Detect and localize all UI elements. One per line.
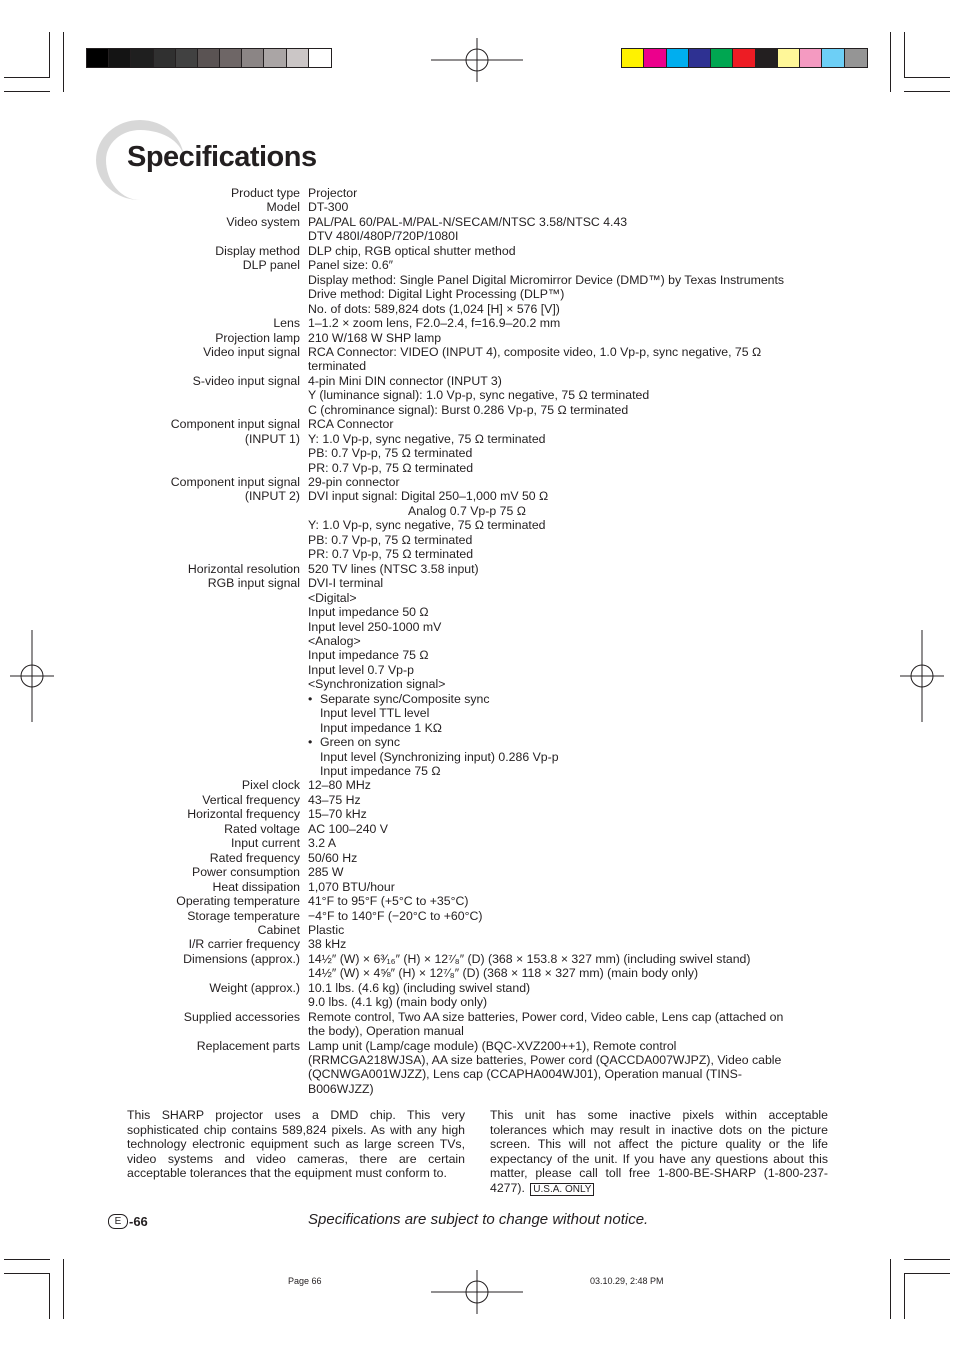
spec-value bbox=[308, 735, 400, 750]
spec-label: Power consumption bbox=[192, 865, 300, 880]
color-swatch bbox=[309, 49, 331, 67]
color-swatch bbox=[198, 49, 220, 67]
spec-value: 1,070 BTU/hour bbox=[308, 879, 395, 894]
spec-row bbox=[0, 995, 954, 1010]
spec-value: Input impedance 75 Ω bbox=[320, 764, 441, 778]
spec-value: Input impedance 75 Ω bbox=[308, 648, 429, 663]
spec-row bbox=[0, 778, 954, 793]
spec-row bbox=[0, 258, 954, 273]
spec-value: RCA Connector bbox=[308, 417, 394, 432]
spec-label: Video system bbox=[226, 214, 300, 229]
spec-value: 15–70 kHz bbox=[308, 807, 367, 822]
spec-value: 43–75 Hz bbox=[308, 792, 361, 807]
spec-value bbox=[308, 692, 490, 707]
spec-row bbox=[0, 836, 954, 851]
spec-value: 29-pin connector bbox=[308, 475, 400, 489]
spec-row bbox=[0, 403, 954, 418]
crop-mark bbox=[890, 32, 891, 92]
spec-label: RGB input signal bbox=[207, 576, 300, 591]
spec-label: Weight (approx.) bbox=[209, 980, 300, 995]
page-title: Specifications bbox=[127, 141, 317, 173]
footer-page: Page 66 bbox=[288, 1276, 322, 1286]
spec-value: 520 TV lines (NTSC 3.58 input) bbox=[308, 561, 479, 576]
spec-row bbox=[0, 807, 954, 822]
spec-label: DLP panel bbox=[242, 258, 300, 273]
spec-value: 210 W/168 W SHP lamp bbox=[308, 330, 442, 345]
spec-label: Input current bbox=[230, 836, 300, 851]
spec-row bbox=[0, 620, 954, 635]
spec-label: Dimensions (approx.) bbox=[183, 951, 300, 966]
crop-mark bbox=[63, 1259, 64, 1319]
inactive-pixels-note-text: This unit has some inactive pixels within acceptable tolerances which may result in inactive dots on the picture screen. This will not affect the picture quality or the life expectancy of the unit. If you have any questions about this matter, please call toll free 1-800-BE-SHARP (1-800-237-4277). bbox=[490, 1108, 828, 1195]
spec-row bbox=[0, 374, 954, 389]
crop-mark bbox=[4, 77, 50, 78]
spec-row bbox=[0, 721, 954, 736]
page-number bbox=[108, 1214, 148, 1229]
spec-row bbox=[0, 576, 954, 591]
spec-label: Rated voltage bbox=[224, 821, 300, 836]
spec-label: S-video input signal bbox=[192, 373, 300, 388]
crop-mark bbox=[904, 32, 905, 78]
bullet-icon: • bbox=[308, 691, 313, 706]
spec-label: Lens bbox=[273, 316, 300, 331]
spec-value: Plastic bbox=[308, 922, 345, 937]
spec-value: the body), Operation manual bbox=[308, 1024, 464, 1039]
spec-value: 4-pin Mini DIN connector (INPUT 3) bbox=[308, 373, 502, 388]
color-swatch bbox=[154, 49, 176, 67]
spec-value: Display method: Single Panel Digital Micromirror Device (DMD™) by Texas Instruments bbox=[308, 272, 785, 287]
spec-value: Remote control, Two AA size batteries, Power cord, Video cable, Lens cap (attached on bbox=[308, 1009, 784, 1024]
spec-row bbox=[0, 518, 954, 533]
usa-only-badge: U.S.A. ONLY bbox=[530, 1183, 594, 1196]
color-swatch bbox=[242, 49, 264, 67]
spec-value: 285 W bbox=[308, 865, 344, 880]
spec-value: B006WJZZ) bbox=[308, 1081, 374, 1096]
spec-row bbox=[0, 244, 954, 259]
spec-value: Input level 250-1000 mV bbox=[308, 619, 442, 634]
spec-value: PAL/PAL 60/PAL-M/PAL-N/SECAM/NTSC 3.58/NTSC 4.43 bbox=[308, 214, 628, 229]
spec-value: Input level TTL level bbox=[320, 706, 430, 721]
spec-row bbox=[0, 417, 954, 432]
registration-mark-icon bbox=[431, 1270, 523, 1314]
spec-row bbox=[0, 1082, 954, 1097]
spec-value: PB: 0.7 Vp-p, 75 Ω terminated bbox=[308, 532, 473, 547]
crop-mark bbox=[4, 1273, 50, 1274]
spec-row bbox=[0, 735, 954, 750]
spec-value: Y: 1.0 Vp-p, sync negative, 75 Ω terminated bbox=[308, 431, 546, 446]
spec-label: Projection lamp bbox=[215, 330, 300, 345]
spec-value: 14½″ (W) × 6³⁄₁₆″ (H) × 12⁷⁄₈″ (D) (368 × 153.8 × 327 mm) (including swivel stand) bbox=[308, 951, 751, 966]
spec-row bbox=[0, 648, 954, 663]
spec-label: Product type bbox=[230, 186, 300, 200]
spec-row bbox=[0, 923, 954, 938]
spec-value: PR: 0.7 Vp-p, 75 Ω terminated bbox=[308, 460, 474, 475]
spec-value: 50/60 Hz bbox=[308, 850, 358, 865]
spec-row bbox=[0, 966, 954, 981]
spec-row bbox=[0, 229, 954, 244]
spec-value: C (chrominance signal): Burst 0.286 Vp-p, 75 Ω terminated bbox=[308, 402, 629, 417]
color-swatch bbox=[800, 49, 822, 67]
language-badge: E bbox=[108, 1214, 128, 1229]
spec-value: <Digital> bbox=[308, 590, 357, 605]
spec-value: Analog 0.7 Vp-p 75 Ω bbox=[408, 503, 526, 518]
crop-mark bbox=[904, 91, 950, 92]
spec-value: DT-300 bbox=[308, 200, 349, 215]
color-swatch bbox=[689, 49, 711, 67]
color-calibration-strip bbox=[621, 48, 868, 68]
spec-row bbox=[0, 489, 954, 504]
spec-label: Component input signal bbox=[170, 475, 300, 489]
color-swatch bbox=[756, 49, 778, 67]
crop-mark bbox=[63, 32, 64, 92]
spec-row bbox=[0, 533, 954, 548]
spec-row bbox=[0, 909, 954, 924]
registration-mark-icon bbox=[431, 38, 523, 82]
spec-value: DLP chip, RGB optical shutter method bbox=[308, 243, 516, 258]
color-swatch bbox=[264, 49, 286, 67]
spec-label: Display method bbox=[215, 243, 300, 258]
spec-value-text: Green on sync bbox=[320, 735, 400, 750]
spec-value: Y (luminance signal): 1.0 Vp-p, sync negative, 75 Ω terminated bbox=[308, 388, 650, 403]
spec-row bbox=[0, 461, 954, 476]
crop-mark bbox=[904, 1273, 905, 1319]
spec-label: Component input signal bbox=[170, 417, 300, 432]
color-swatch bbox=[131, 49, 153, 67]
color-swatch bbox=[287, 49, 309, 67]
spec-value: terminated bbox=[308, 359, 367, 374]
spec-row bbox=[0, 547, 954, 562]
spec-row bbox=[0, 215, 954, 230]
spec-value: 12–80 MHz bbox=[308, 778, 371, 793]
spec-row bbox=[0, 880, 954, 895]
spec-label: Rated frequency bbox=[209, 850, 300, 865]
spec-value: AC 100–240 V bbox=[308, 821, 388, 836]
crop-mark bbox=[49, 1273, 50, 1319]
spec-row bbox=[0, 663, 954, 678]
spec-label: Pixel clock bbox=[241, 778, 300, 793]
spec-value: 9.0 lbs. (4.1 kg) (main body only) bbox=[308, 995, 488, 1010]
spec-value: Drive method: Digital Light Processing (DLP™) bbox=[308, 287, 565, 302]
color-swatch bbox=[711, 49, 733, 67]
spec-row bbox=[0, 591, 954, 606]
spec-row bbox=[0, 200, 954, 215]
spec-label: (INPUT 1) bbox=[244, 431, 300, 446]
spec-label: Video input signal bbox=[203, 344, 300, 359]
crop-mark bbox=[904, 1259, 950, 1260]
spec-value: PB: 0.7 Vp-p, 75 Ω terminated bbox=[308, 446, 473, 461]
spec-row bbox=[0, 432, 954, 447]
spec-value: Panel size: 0.6″ bbox=[308, 258, 394, 273]
spec-label: Horizontal frequency bbox=[187, 807, 300, 822]
spec-row bbox=[0, 706, 954, 721]
spec-row bbox=[0, 345, 954, 360]
footer-timestamp: 03.10.29, 2:48 PM bbox=[590, 1276, 664, 1286]
spec-label: (INPUT 2) bbox=[244, 489, 300, 504]
spec-label: Heat dissipation bbox=[212, 879, 300, 894]
spec-row bbox=[0, 1067, 954, 1082]
spec-row bbox=[0, 981, 954, 996]
spec-row bbox=[0, 1024, 954, 1039]
spec-row bbox=[0, 692, 954, 707]
spec-label: Model bbox=[266, 200, 300, 215]
spec-row bbox=[0, 851, 954, 866]
spec-row bbox=[0, 894, 954, 909]
spec-value: DVI input signal: Digital 250–1,000 mV 50 Ω bbox=[308, 489, 549, 504]
spec-value: Projector bbox=[308, 186, 358, 200]
spec-row bbox=[0, 562, 954, 577]
spec-value: Input level 0.7 Vp-p bbox=[308, 662, 414, 677]
spec-value: 10.1 lbs. (4.6 kg) (including swivel stand) bbox=[308, 980, 531, 995]
crop-mark bbox=[4, 1259, 50, 1260]
spec-label: Horizontal resolution bbox=[187, 561, 300, 576]
spec-label: Replacement parts bbox=[196, 1038, 300, 1053]
color-swatch bbox=[109, 49, 131, 67]
spec-row bbox=[0, 287, 954, 302]
color-swatch bbox=[733, 49, 755, 67]
spec-label: Storage temperature bbox=[187, 908, 300, 923]
spec-row bbox=[0, 937, 954, 952]
spec-label: Operating temperature bbox=[176, 894, 300, 909]
dmd-chip-note-text: This SHARP projector uses a DMD chip. This very sophisticated chip contains 589,824 pixels. As with any high technology electronic equipment such as large screen TVs, video systems and video cameras, there are certain acceptable tolerances that the equipment must conform to. bbox=[127, 1108, 465, 1180]
spec-row bbox=[0, 605, 954, 620]
spec-value: <Analog> bbox=[308, 633, 361, 648]
color-swatch bbox=[667, 49, 689, 67]
spec-row bbox=[0, 388, 954, 403]
spec-value: Y: 1.0 Vp-p, sync negative, 75 Ω terminated bbox=[308, 518, 546, 533]
color-swatch bbox=[176, 49, 198, 67]
spec-row bbox=[0, 186, 954, 201]
disclaimer: Specifications are subject to change without notice. bbox=[308, 1211, 649, 1228]
color-swatch bbox=[644, 49, 666, 67]
spec-row bbox=[0, 764, 954, 779]
spec-value: 1–1.2 × zoom lens, F2.0–2.4, f=16.9–20.2 mm bbox=[308, 316, 561, 331]
spec-row bbox=[0, 750, 954, 765]
spec-value: 38 kHz bbox=[308, 937, 347, 952]
spec-row bbox=[0, 273, 954, 288]
spec-value: Input level (Synchronizing input) 0.286 Vp-p bbox=[320, 749, 559, 764]
spec-row bbox=[0, 446, 954, 461]
color-swatch bbox=[622, 49, 644, 67]
spec-value: Lamp unit (Lamp/cage module) (BQC-XVZ200++1), Remote control bbox=[308, 1038, 677, 1053]
crop-mark bbox=[4, 91, 50, 92]
spec-value: Input impedance 1 KΩ bbox=[320, 720, 442, 735]
spec-row bbox=[0, 793, 954, 808]
spec-value: <Synchronization signal> bbox=[308, 677, 446, 692]
spec-row bbox=[0, 865, 954, 880]
spec-row bbox=[0, 359, 954, 374]
spec-label: Cabinet bbox=[257, 922, 300, 937]
spec-value: −4°F to 140°F (−20°C to +60°C) bbox=[308, 908, 483, 923]
color-swatch bbox=[778, 49, 800, 67]
spec-value: DTV 480I/480P/720P/1080I bbox=[308, 229, 459, 244]
spec-value: PR: 0.7 Vp-p, 75 Ω terminated bbox=[308, 547, 474, 562]
spec-row bbox=[0, 475, 954, 490]
page-number-text: -66 bbox=[129, 1214, 148, 1229]
spec-value-text: Separate sync/Composite sync bbox=[320, 691, 490, 706]
spec-row bbox=[0, 677, 954, 692]
grayscale-calibration-strip bbox=[86, 48, 332, 68]
spec-value: Input impedance 50 Ω bbox=[308, 605, 429, 620]
spec-row bbox=[0, 634, 954, 649]
spec-row bbox=[0, 952, 954, 967]
bullet-icon: • bbox=[308, 735, 313, 750]
color-swatch bbox=[220, 49, 242, 67]
spec-value: (QCNWGA001WJZZ), Lens cap (CCAPHA004WJ01), Operation manual (TINS- bbox=[308, 1067, 742, 1082]
dmd-chip-note bbox=[127, 1108, 465, 1181]
spec-value: 14½″ (W) × 4⅝″ (H) × 12⁷⁄₈″ (D) (368 × 118 × 327 mm) (main body only) bbox=[308, 966, 699, 981]
spec-row bbox=[0, 331, 954, 346]
spec-value: No. of dots: 589,824 dots (1,024 [H] × 576 [V]) bbox=[308, 301, 560, 316]
color-swatch bbox=[845, 49, 867, 67]
spec-value: DVI-I terminal bbox=[308, 576, 384, 591]
crop-mark bbox=[49, 32, 50, 78]
spec-row bbox=[0, 1010, 954, 1025]
spec-row bbox=[0, 1053, 954, 1068]
crop-mark bbox=[904, 1273, 950, 1274]
spec-value: (RRMCGA218WJSA), AA size batteries, Power cord (QACCDA007WJPZ), Video cable bbox=[308, 1053, 782, 1067]
spec-value: RCA Connector: VIDEO (INPUT 4), composite video, 1.0 Vp-p, sync negative, 75 Ω bbox=[308, 344, 762, 359]
spec-row bbox=[0, 316, 954, 331]
spec-label: Supplied accessories bbox=[183, 1009, 300, 1024]
color-swatch bbox=[822, 49, 844, 67]
crop-mark bbox=[890, 1259, 891, 1319]
spec-value: 3.2 A bbox=[308, 836, 337, 851]
spec-label: I/R carrier frequency bbox=[188, 937, 300, 952]
spec-label: Vertical frequency bbox=[202, 792, 300, 807]
spec-row bbox=[0, 302, 954, 317]
inactive-pixels-note bbox=[490, 1108, 828, 1196]
spec-row bbox=[0, 1039, 954, 1054]
color-swatch bbox=[87, 49, 109, 67]
crop-mark bbox=[904, 77, 950, 78]
spec-value: 41°F to 95°F (+5°C to +35°C) bbox=[308, 894, 469, 909]
spec-row bbox=[0, 822, 954, 837]
spec-row bbox=[0, 504, 954, 519]
